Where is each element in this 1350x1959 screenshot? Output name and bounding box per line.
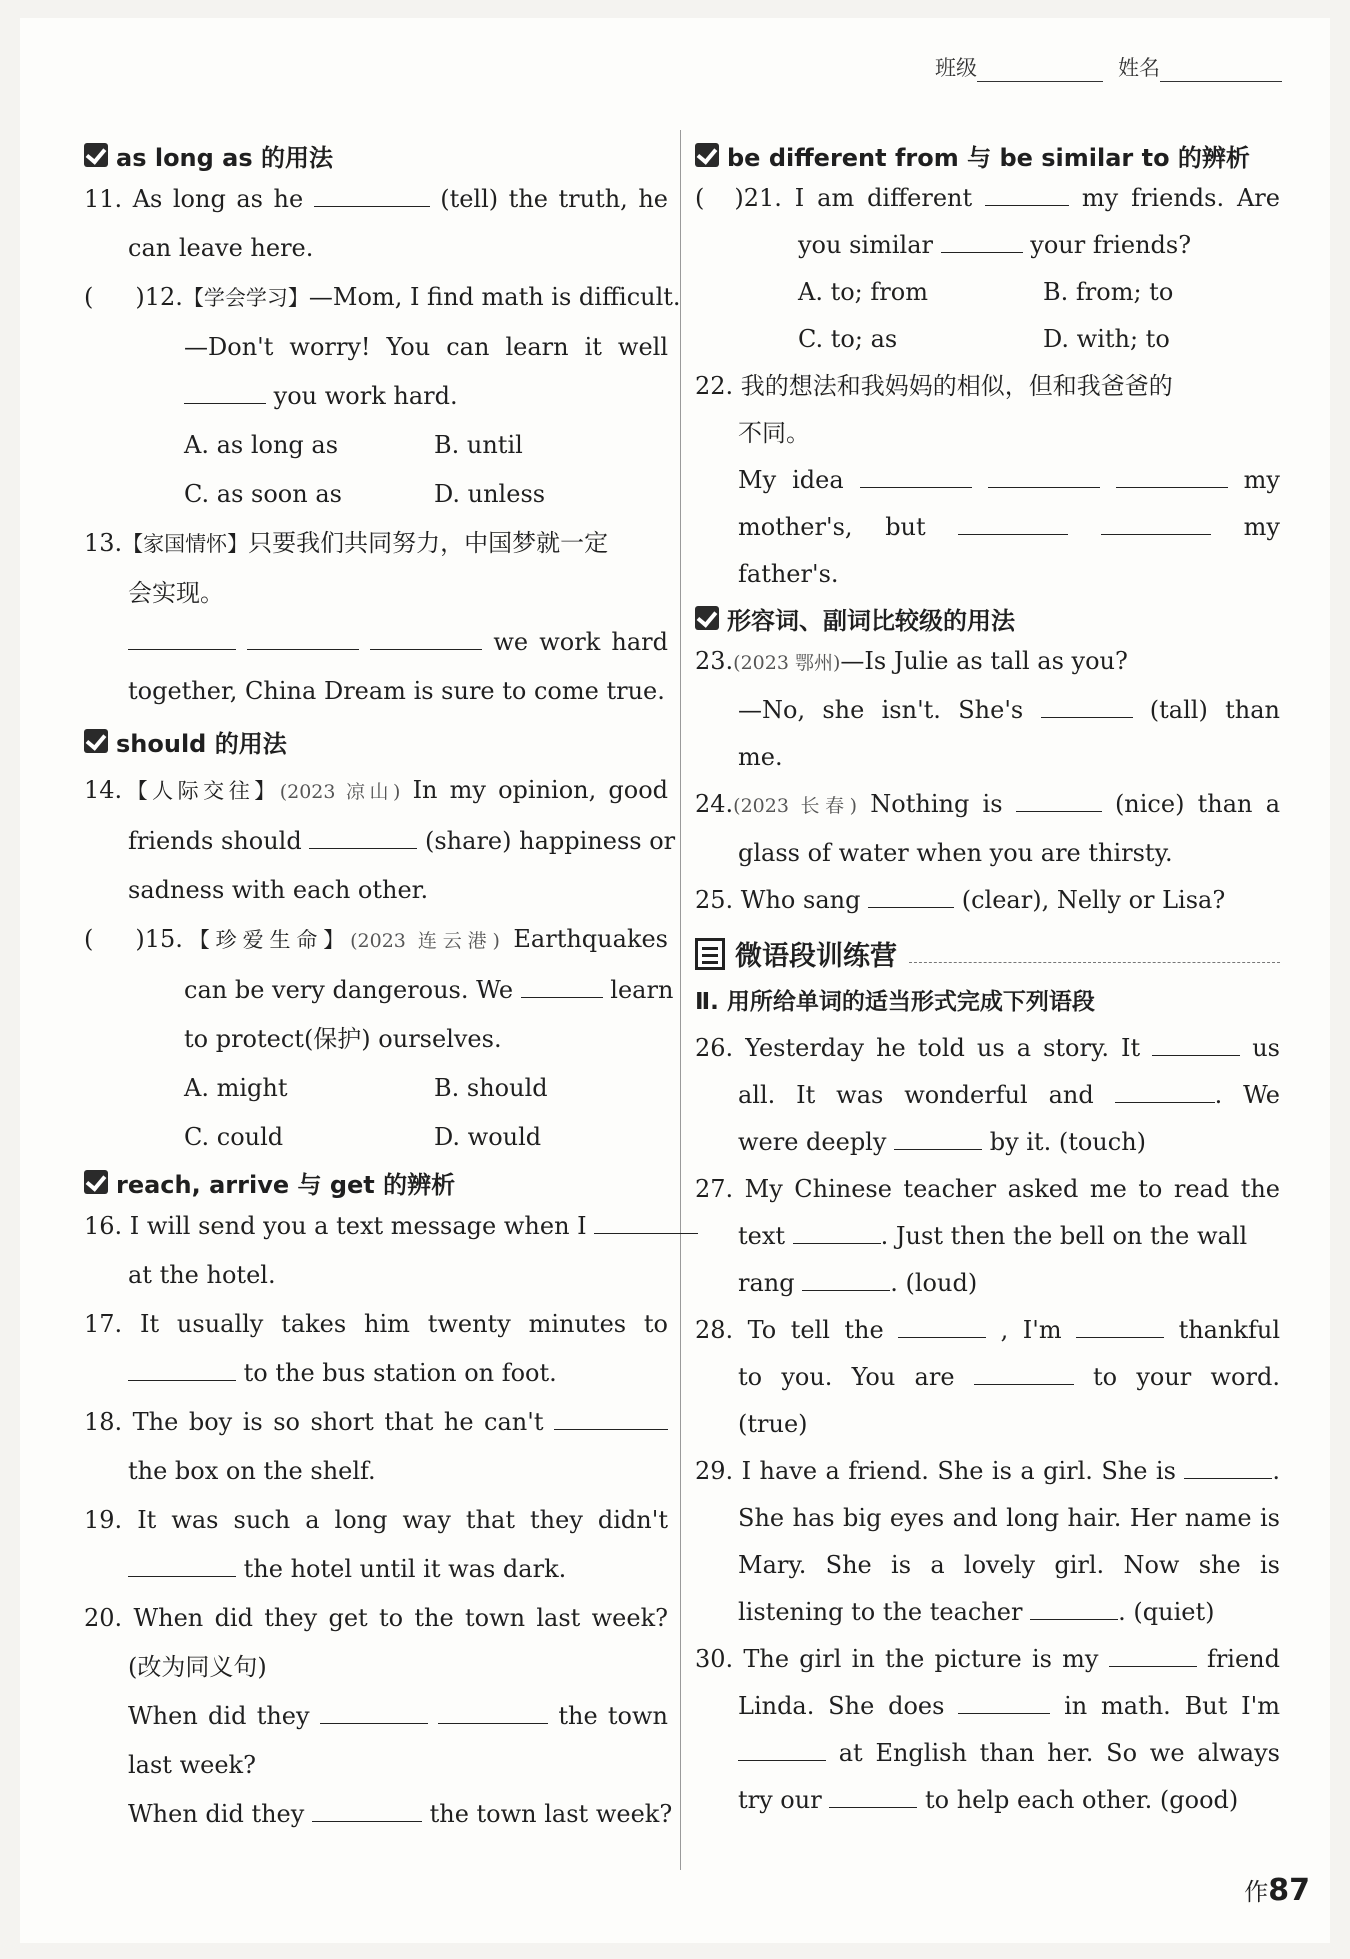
question-22-line: mother's, but my (695, 504, 1280, 551)
question-24-line: glass of water when you are thirsty. (738, 839, 1173, 867)
question-24: 24.(2023 长春) Nothing is (nice) than a (695, 781, 1280, 830)
question-22-line: My idea my (695, 457, 1280, 504)
answer-blank[interactable] (184, 379, 266, 404)
answer-blank[interactable] (1030, 1595, 1118, 1620)
question-16-line: at the hotel. (128, 1261, 276, 1289)
answer-blank[interactable] (802, 1266, 890, 1291)
answer-blank[interactable] (958, 1689, 1050, 1714)
question-21-options (695, 269, 1280, 316)
option-b[interactable]: B. should (434, 1074, 548, 1102)
question-14-line: friends should (share) happiness or (84, 817, 668, 866)
question-27-line: text . Just then the bell on the wall (695, 1213, 1280, 1260)
question-18-line: the box on the shelf. (128, 1457, 376, 1485)
question-17: 17. It usually takes him twenty minutes to (84, 1310, 668, 1338)
option-c[interactable]: C. could (184, 1123, 284, 1151)
question-23-line: —No, she isn't. She's (tall) than (695, 687, 1280, 734)
question-13-line: together, China Dream is sure to come true. (128, 677, 665, 705)
question-25: 25. Who sang (clear), Nelly or Lisa? (695, 877, 1280, 924)
left-column (84, 135, 681, 1839)
question-27-line: rang . (loud) (695, 1260, 1280, 1307)
question-15: ( )15.【珍爱生命】(2023 连云港) Earthquakes (84, 925, 668, 953)
answer-blank[interactable] (988, 463, 1100, 488)
question-17-line: to the bus station on foot. (84, 1349, 668, 1398)
question-26-line: were deeply by it. (touch) (695, 1119, 1280, 1166)
question-22-line: 不同。 (738, 419, 810, 447)
answer-blank[interactable] (894, 1125, 982, 1150)
option-a[interactable]: A. to; from (798, 278, 928, 306)
question-15-line: to protect(保护) ourselves. (184, 1025, 502, 1053)
check-icon (84, 143, 108, 167)
answer-blank[interactable] (974, 1360, 1074, 1385)
section-heading: 形容词、副词比较级的用法 (695, 598, 1280, 638)
question-28-line: to you. You are to your word. (695, 1354, 1280, 1401)
page-number: 作87 (1244, 1873, 1310, 1908)
answer-blank[interactable] (370, 625, 482, 650)
question-23: 23.(2023 鄂州)—Is Julie as tall as you? (695, 647, 1128, 675)
question-15-options (84, 1113, 668, 1162)
answer-blank[interactable] (868, 883, 954, 908)
section-banner: 微语段训练营 (695, 934, 1280, 973)
answer-blank[interactable] (521, 973, 603, 998)
question-29: 29. I have a friend. She is a girl. She is . (695, 1448, 1280, 1495)
question-12-options (84, 421, 668, 470)
question-28: 28. To tell the , I'm thankful (695, 1307, 1280, 1354)
question-18: 18. The boy is so short that he can't (84, 1398, 668, 1447)
answer-blank[interactable] (1184, 1454, 1272, 1479)
answer-blank[interactable] (128, 625, 236, 650)
answer-blank[interactable] (554, 1405, 668, 1430)
question-21-line: you similar your friends? (695, 222, 1280, 269)
answer-blank[interactable] (1152, 1031, 1240, 1056)
question-12: ( )12.【学会学习】—Mom, I find math is difficult. (84, 283, 681, 311)
question-22-line: father's. (738, 560, 839, 588)
answer-blank[interactable] (594, 1209, 698, 1234)
option-b[interactable]: B. from; to (1043, 278, 1174, 306)
question-21: ( )21. I am different my friends. Are (695, 175, 1280, 222)
question-20-line: last week? (128, 1751, 256, 1779)
answer-blank[interactable] (314, 182, 430, 207)
answer-blank[interactable] (1109, 1642, 1197, 1667)
page-header (0, 52, 1350, 92)
answer-blank[interactable] (1115, 1078, 1215, 1103)
question-20: 20. When did they get to the town last week? (84, 1604, 668, 1632)
section-heading: should 的用法 (84, 716, 668, 766)
question-21-options (695, 316, 1280, 363)
class-blank[interactable] (977, 61, 1103, 82)
part-heading: Ⅱ. 用所给单词的适当形式完成下列语段 (695, 989, 1095, 1015)
answer-blank[interactable] (438, 1699, 548, 1724)
question-15-options (84, 1064, 668, 1113)
question-20-line: (改为同义句) (128, 1653, 267, 1681)
question-19-line: the hotel until it was dark. (84, 1545, 668, 1594)
question-12-line: —Don't worry! You can learn it well (184, 333, 668, 361)
question-13-line: 会实现。 (128, 579, 224, 607)
question-14-line: sadness with each other. (128, 876, 429, 904)
option-d[interactable]: D. unless (434, 480, 546, 508)
question-27: 27. My Chinese teacher asked me to read the (695, 1175, 1280, 1203)
class-field: 班级 (935, 52, 1103, 82)
section-heading: be different from 与 be similar to 的辨析 (695, 135, 1280, 175)
question-19: 19. It was such a long way that they didn't (84, 1506, 668, 1534)
option-d[interactable]: D. would (434, 1123, 542, 1151)
name-blank[interactable] (1160, 61, 1282, 82)
answer-blank[interactable] (898, 1313, 986, 1338)
section-heading: reach, arrive 与 get 的辨析 (84, 1162, 668, 1202)
question-12-line: you work hard. (84, 372, 668, 421)
option-a[interactable]: A. might (184, 1074, 288, 1102)
question-30-line: at English than her. So we always (695, 1730, 1280, 1777)
right-column (695, 135, 1280, 1824)
question-20-line: When did they the town (84, 1692, 668, 1741)
answer-blank[interactable] (320, 1699, 428, 1724)
column-divider (680, 130, 681, 1870)
check-icon (695, 606, 719, 630)
option-c[interactable]: C. to; as (798, 325, 898, 353)
check-icon (84, 1170, 108, 1194)
section-heading: as long as 的用法 (84, 135, 668, 175)
answer-blank[interactable] (312, 1797, 422, 1822)
answer-blank[interactable] (1101, 510, 1211, 535)
question-22: 22. 我的想法和我妈妈的相似，但和我爸爸的 (695, 372, 1173, 400)
answer-blank[interactable] (793, 1219, 881, 1244)
answer-blank[interactable] (958, 510, 1068, 535)
question-26-line: all. It was wonderful and . We (695, 1072, 1280, 1119)
check-icon (695, 143, 719, 167)
question-16: 16. I will send you a text message when I (84, 1202, 668, 1251)
option-c[interactable]: C. as soon as (184, 480, 342, 508)
question-13-line: we work hard (84, 618, 668, 667)
answer-blank[interactable] (128, 1356, 236, 1381)
question-23-line: me. (738, 743, 783, 771)
answer-blank[interactable] (941, 228, 1023, 253)
question-26: 26. Yesterday he told us a story. It us (695, 1025, 1280, 1072)
question-20-line: When did they the town last week? (84, 1790, 668, 1839)
answer-blank[interactable] (829, 1783, 917, 1808)
option-d[interactable]: D. with; to (1043, 325, 1170, 353)
option-b[interactable]: B. until (434, 431, 523, 459)
answer-blank[interactable] (860, 463, 972, 488)
question-28-line: (true) (738, 1410, 808, 1438)
answer-blank[interactable] (1116, 463, 1228, 488)
answer-blank[interactable] (738, 1736, 826, 1761)
check-icon (84, 729, 108, 753)
answer-blank[interactable] (309, 824, 417, 849)
option-a[interactable]: A. as long as (184, 431, 339, 459)
question-11: 11. As long as he (tell) the truth, he (84, 175, 668, 224)
answer-blank[interactable] (985, 181, 1069, 206)
answer-blank[interactable] (128, 1552, 236, 1577)
answer-blank[interactable] (1041, 693, 1133, 718)
notebook-icon (695, 938, 725, 970)
answer-blank[interactable] (1076, 1313, 1164, 1338)
question-29-line: She has big eyes and long hair. Her name is (738, 1504, 1280, 1532)
question-11-line: can leave here. (128, 234, 314, 262)
question-29-line: Mary. She is a lovely girl. Now she is (738, 1551, 1280, 1579)
question-30: 30. The girl in the picture is my friend (695, 1636, 1280, 1683)
question-14: 14.【人际交往】(2023 凉山) In my opinion, good (84, 776, 669, 804)
answer-blank[interactable] (1016, 787, 1102, 812)
answer-blank[interactable] (247, 625, 359, 650)
question-30-line: Linda. She does in math. But I'm (695, 1683, 1280, 1730)
question-13: 13.【家国情怀】只要我们共同努力，中国梦就一定 (84, 529, 609, 557)
question-29-line: listening to the teacher . (quiet) (695, 1589, 1280, 1636)
question-12-options (84, 470, 668, 519)
question-15-line: can be very dangerous. We learn (84, 966, 668, 1015)
question-30-line: try our to help each other. (good) (695, 1777, 1280, 1824)
name-field: 姓名 (1118, 52, 1282, 82)
